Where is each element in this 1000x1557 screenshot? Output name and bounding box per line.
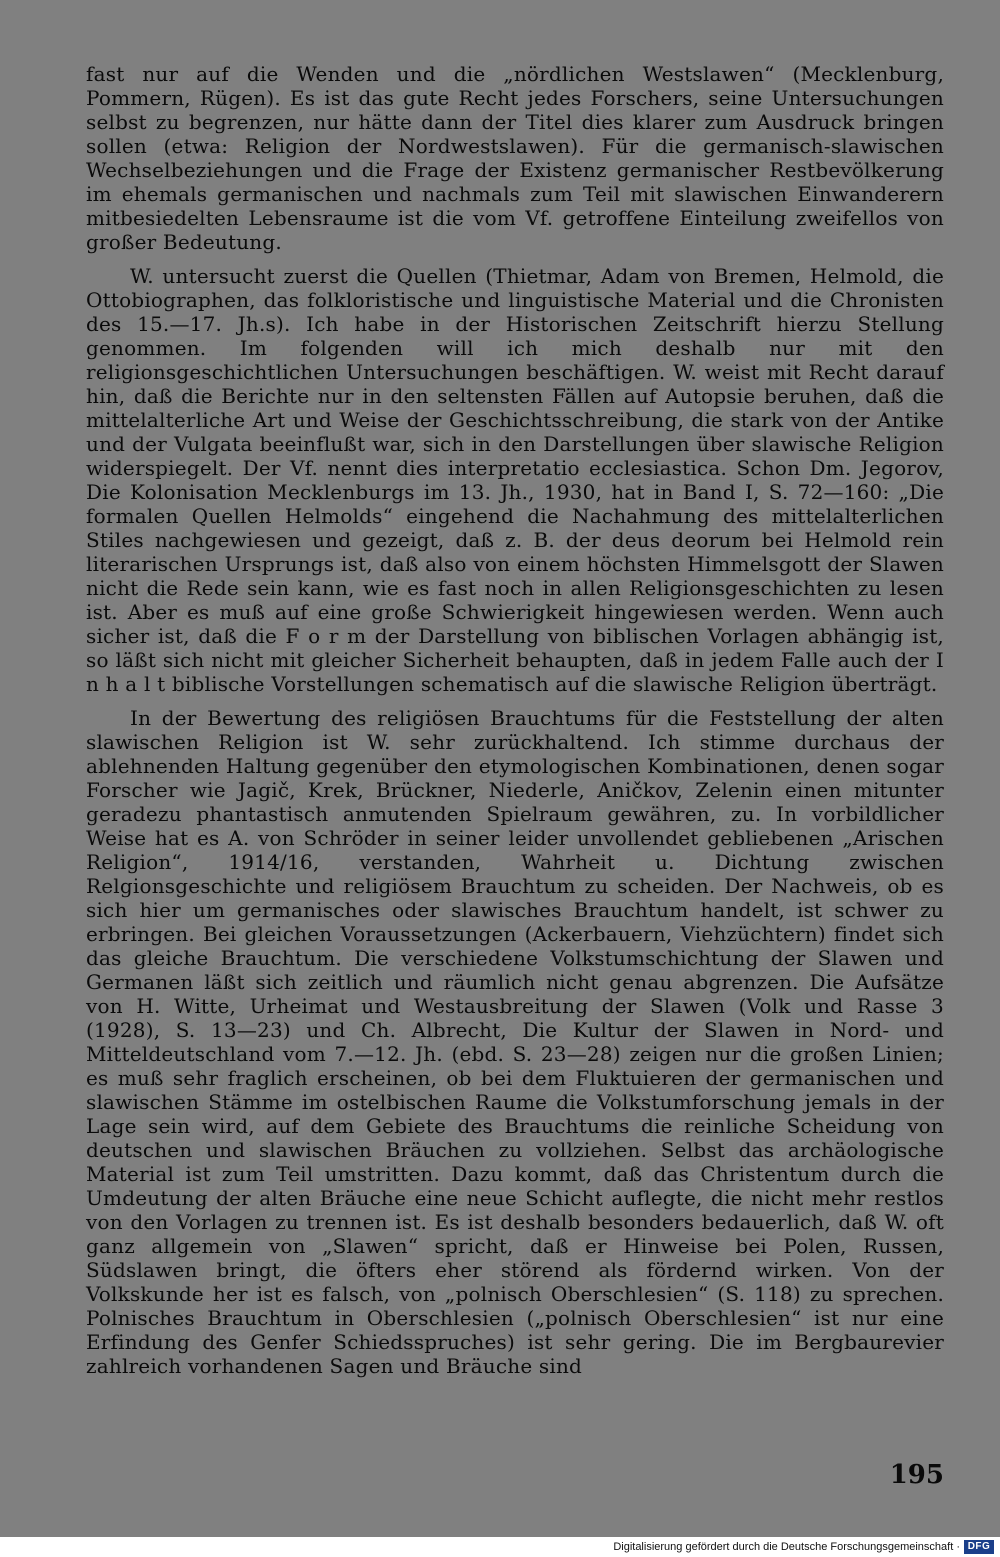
dfg-logo-icon: DFG xyxy=(964,1540,994,1554)
page-number: 195 xyxy=(889,1460,944,1490)
paragraph-2: W. untersucht zuerst die Quellen (Thietmar, Adam von Bremen, Helmold, die Ottobiographen, das folkloristische und linguistische Material und die Chronisten des 15.—17. Jh.s). Ich habe in der Historischen Zeitschrift hierzu Stellung genommen. Im folgenden will ich mich deshalb nur mit den religionsgeschichtlichen Untersuchungen beschäftigen. W. weist mit Recht darauf hin, daß die Berichte nur in den seltensten Fällen auf Autopsie beruhen, daß die mittelalterliche Art und Weise der Geschichtsschreibung, die stark von der Antike und der Vulgata beeinflußt war, sich in den Darstellungen über slawische Religion widerspiegelt. Der Vf. nennt dies interpretatio ecclesiastica. Schon Dm. Jegorov, Die Kolonisation Mecklenburgs im 13. Jh., 1930, hat in Band I, S. 72—160: „Die formalen Quellen Helmolds“ eingehend die Nachahmung des mittelalterlichen Stiles nachgewiesen und gezeigt, daß z. B. der deus deorum bei Helmold rein literarischen Ursprungs ist, daß also von einem höchsten Himmelsgott der Slawen nicht die Rede sein kann, wie es fast noch in allen Religionsgeschichten zu lesen ist. Aber es muß auf eine große Schwierigkeit hingewiesen werden. Wenn auch sicher ist, daß die F o r m der Darstellung von biblischen Vorlagen abhängig ist, so läßt sich nicht mit gleicher Sicherheit behaupten, daß in jedem Falle auch der I n h a l t biblische Vorstellungen schematisch auf die slawische Religion überträgt. xyxy=(86,264,944,696)
footer-credit: Digitalisierung gefördert durch die Deutsche Forschungsgemeinschaft · xyxy=(613,1541,960,1553)
paragraph-1: fast nur auf die Wenden und die „nördlichen Westslawen“ (Mecklenburg, Pommern, Rügen). Es ist das gute Recht jedes Forschers, seine Untersuchungen selbst zu begrenzen, nur hätte dann der Titel dies klarer zum Ausdruck bringen sollen (etwa: Religion der Nordwestslawen). Für die germanisch-slawischen Wechselbeziehungen und die Frage der Existenz germanischer Restbevölkerung im ehemals germanischen und nachmals zum Teil mit slawischen Einwanderern mitbesiedelten Lebensraume ist die vom Vf. getroffene Einteilung zweifellos von großer Bedeutung. xyxy=(86,62,944,254)
body-text xyxy=(86,62,944,1378)
paragraph-3: In der Bewertung des religiösen Brauchtums für die Feststellung der alten slawischen Religion ist W. sehr zurückhaltend. Ich stimme durchaus der ablehnenden Haltung gegenüber den etymologischen Kombinationen, denen sogar Forscher wie Jagič, Krek, Brückner, Niederle, Aničkov, Zelenin einen mitunter geradezu phantastisch anmutenden Spielraum gewähren, zu. In vorbildlicher Weise hat es A. von Schröder in seiner leider unvollendet gebliebenen „Arischen Religion“, 1914/16, verstanden, Wahrheit u. Dichtung zwischen Relgionsgeschichte und religiösem Brauchtum zu scheiden. Der Nachweis, ob es sich hier um germanisches oder slawisches Brauchtum handelt, ist schwer zu erbringen. Bei gleichen Voraussetzungen (Ackerbauern, Viehzüchtern) findet sich das gleiche Brauchtum. Die verschiedene Volkstumschichtung der Slawen und Germanen läßt sich zeitlich und räumlich nicht genau abgrenzen. Die Aufsätze von H. Witte, Urheimat und Westausbreitung der Slawen (Volk und Rasse 3 (1928), S. 13—23) und Ch. Albrecht, Die Kultur der Slawen in Nord- und Mitteldeutschland vom 7.—12. Jh. (ebd. S. 23—28) zeigen nur die großen Linien; es muß sehr fraglich erscheinen, ob bei dem Fluktuieren der germanischen und slawischen Stämme im ostelbischen Raume die Volkstumforschung jemals in der Lage sein wird, auf dem Gebiete des Brauchtums die reinliche Scheidung von deutschen und slawischen Bräuchen zu vollziehen. Selbst das archäologische Material ist zum Teil umstritten. Dazu kommt, daß das Christentum durch die Umdeutung der alten Bräuche eine neue Schicht auflegte, die nicht mehr restlos von den Vorlagen zu trennen ist. Es ist deshalb besonders bedauerlich, daß W. oft ganz allgemein von „Slawen“ spricht, daß er Hinweise bei Polen, Russen, Südslawen bringt, die öfters eher störend als fördernd wirken. Von der Volkskunde her ist es falsch, von „polnisch Oberschlesien“ (S. 118) zu sprechen. Polnisches Brauchtum in Oberschlesien („polnisch Oberschlesien“ ist nur eine Erfindung des Genfer Schiedsspruches) ist sehr gering. Die im Bergbaurevier zahlreich vorhandenen Sagen und Bräuche sind xyxy=(86,706,944,1378)
footer-bar xyxy=(0,1537,1000,1557)
